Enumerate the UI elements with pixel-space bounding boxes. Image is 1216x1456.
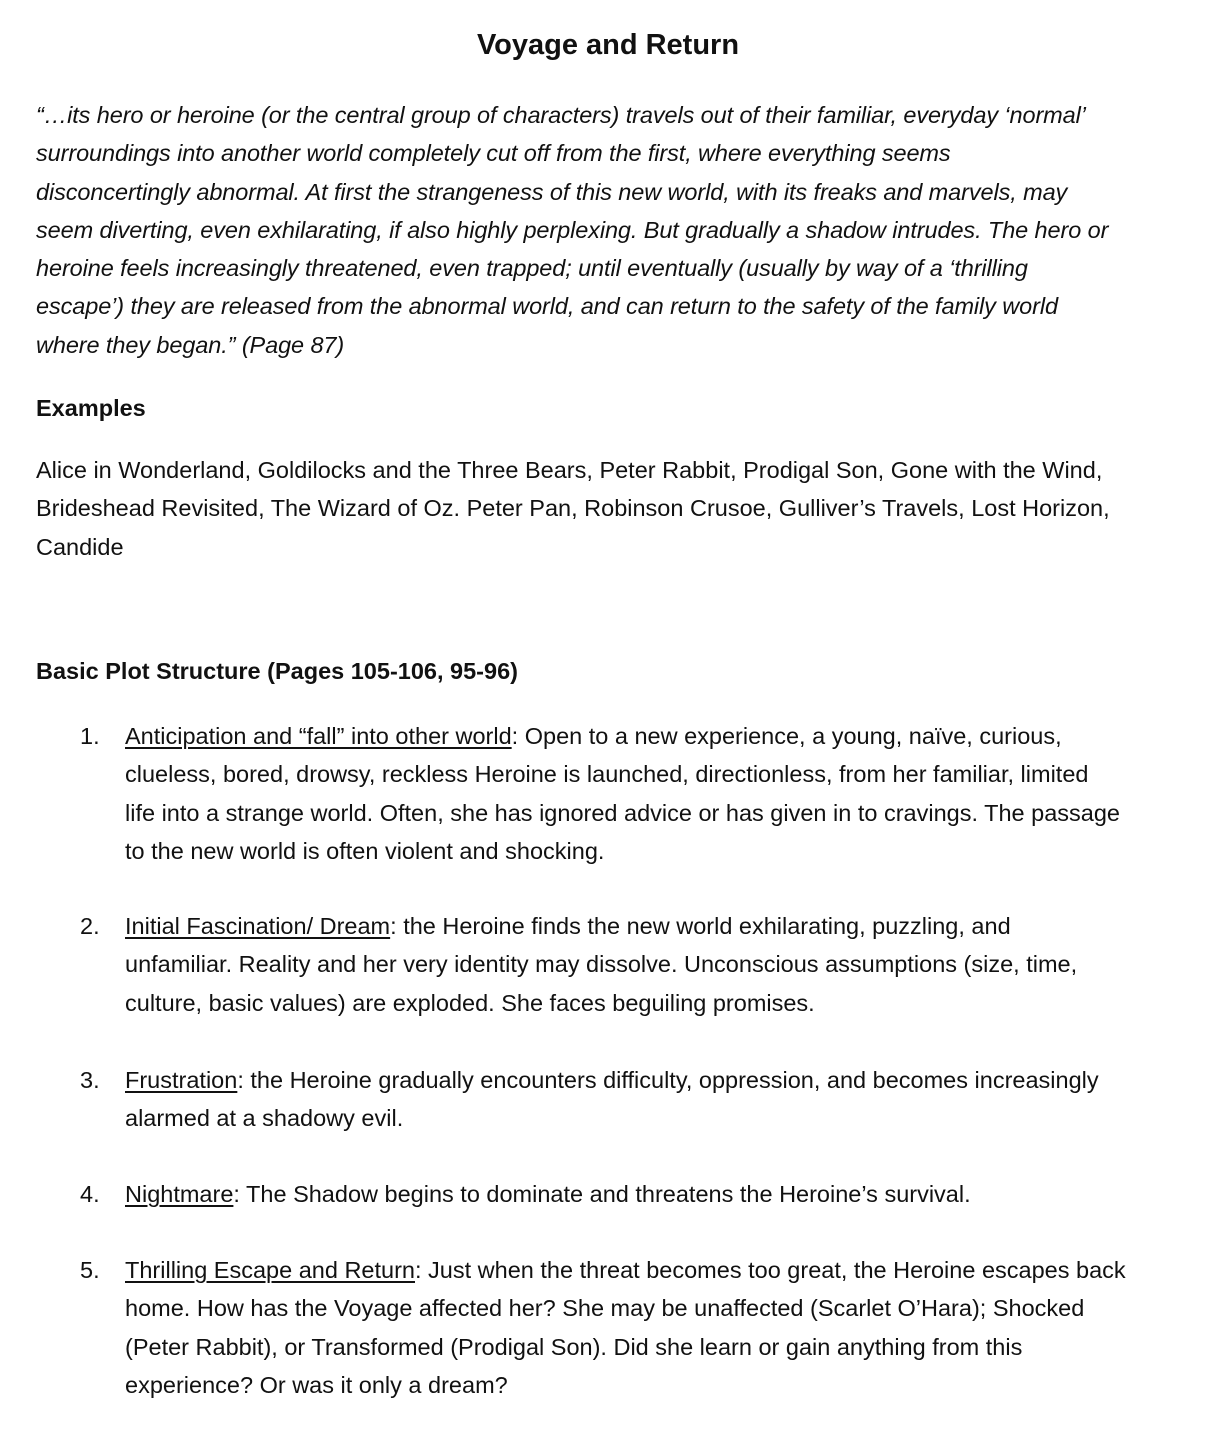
step-number: 4. [80,1181,100,1207]
step-line: clueless, bored, drowsy, reckless Heroine is launched, directionless, from her familiar, limited [125,761,1089,788]
step-text: : The Shadow begins to dominate and threatens the Heroine’s survival. [233,1181,971,1207]
step-text: : the Heroine finds the new world exhilarating, puzzling, and [390,913,1011,939]
step-line: unfamiliar. Reality and her very identity may dissolve. Unconscious assumptions (size, time, [125,951,1078,978]
step-first-line [125,1061,1190,1099]
step-line: home. How has the Voyage affected her? She may be unaffected (Scarlet O’Hara); Shocked [125,1295,1085,1322]
step-line: life into a strange world. Often, she has ignored advice or has given in to cravings. The passage [125,799,1120,826]
opening-quote [36,96,1186,364]
step-term: Frustration [125,1067,238,1093]
step-line: alarmed at a shadowy evil. [125,1105,404,1132]
quote-line: seem diverting, even exhilarating, if also highly perplexing. But gradually a shadow intrudes. The hero or [36,216,1109,243]
examples-line: Candide [36,533,124,560]
page-title: Voyage and Return [476,29,740,61]
plot-step-4 [80,1175,1190,1213]
plot-step-5 [80,1251,1190,1404]
plot-step-2 [80,907,1190,1022]
step-text: : the Heroine gradually encounters difficulty, oppression, and becomes increasingly [237,1067,1099,1093]
step-first-line [125,1175,1190,1213]
step-term: Initial Fascination/ Dream [125,913,391,939]
step-line: (Peter Rabbit), or Transformed (Prodigal Son). Did she learn or gain anything from this [125,1333,1023,1360]
quote-line: disconcertingly abnormal. At first the strangeness of this new world, with its freaks and marvels, may [36,178,1068,205]
examples-line: Alice in Wonderland, Goldilocks and the Three Bears, Peter Rabbit, Prodigal Son, Gone with the Wind, [36,457,1103,483]
examples-line: Brideshead Revisited, The Wizard of Oz. Peter Pan, Robinson Crusoe, Gulliver’s Travels, Lost Horizon, [36,495,1110,522]
step-term: Nightmare [125,1181,234,1207]
step-text: : Open to a new experience, a young, naïve, curious, [511,723,1062,749]
quote-line: “…its hero or heroine (or the central group of characters) travels out of their familiar, everyday ‘normal’ [36,102,1086,128]
step-term: Anticipation and “fall” into other world [125,723,512,749]
examples-heading: Examples [36,395,146,421]
step-first-line [125,907,1190,945]
quote-line: heroine feels increasingly threatened, even trapped; until eventually (usually by way of a ‘thrilling [36,255,1028,282]
step-line: experience? Or was it only a dream? [125,1371,508,1398]
plot-step-3 [80,1061,1190,1138]
step-number: 3. [80,1067,100,1093]
step-term: Thrilling Escape and Return [125,1257,415,1283]
quote-line: where they began.” (Page 87) [36,331,345,358]
step-line: culture, basic values) are exploded. She faces beguiling promises. [125,989,815,1016]
plot-step-1 [80,717,1190,870]
quote-line: surroundings into another world completely cut off from the first, where everything seems [36,140,951,167]
step-first-line [125,717,1190,755]
quote-line: escape’) they are released from the abnormal world, and can return to the safety of the family world [36,293,1058,320]
step-text: : Just when the threat becomes too great, the Heroine escapes back [415,1257,1126,1283]
step-number: 5. [80,1257,100,1283]
step-line: to the new world is often violent and shocking. [125,837,605,864]
examples-list [36,451,1186,566]
step-first-line [125,1251,1190,1289]
step-number: 2. [80,913,100,939]
plot-structure-heading: Basic Plot Structure (Pages 105-106, 95-96) [36,658,518,684]
step-number: 1. [80,723,100,749]
